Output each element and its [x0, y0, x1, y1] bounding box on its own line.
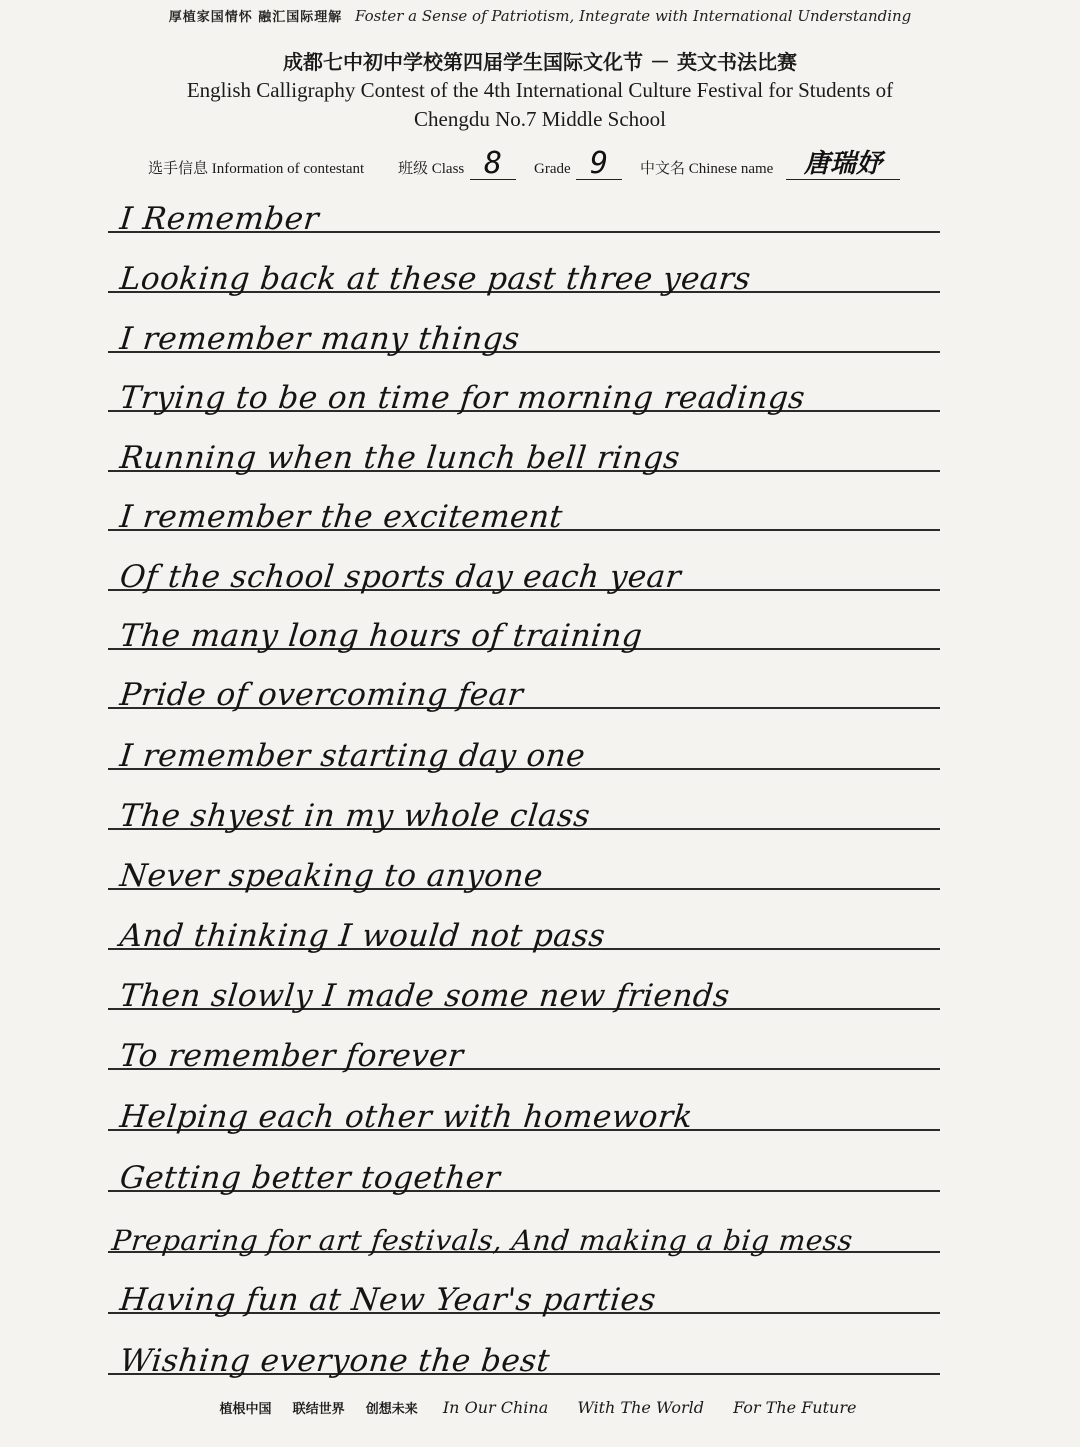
poem-line [108, 1008, 940, 1074]
poem-line [108, 410, 940, 476]
poem-line [108, 828, 940, 894]
poem-line-text: I remember the excitement [118, 499, 565, 535]
poem-line-text: And thinking I would not pass [118, 918, 608, 954]
grade-label: Grade [534, 161, 571, 177]
poem-line-text: Preparing for art festivals, And making a big mess [110, 1224, 855, 1257]
chinese-name-label: 中文名 Chinese name [640, 161, 774, 177]
poem-line-text: Pride of overcoming fear [118, 677, 525, 713]
poem-line [108, 1191, 940, 1257]
poem-line [108, 708, 940, 774]
title-english-line2: Chengdu No.7 Middle School [414, 107, 666, 131]
footer-en-2: With The World [577, 1398, 704, 1417]
poem-line [108, 888, 940, 954]
title-english-line1: English Calligraphy Contest of the 4th International Culture Festival for Students of [186, 78, 894, 102]
poem-line-text: I remember many things [118, 321, 522, 357]
poem-line [108, 1252, 940, 1318]
poem-line-text: Never speaking to anyone [118, 858, 545, 894]
poem-line-text: Trying to be on time for morning readings [118, 380, 807, 416]
poem-line-text: To remember forever [118, 1038, 466, 1074]
poem-line [108, 588, 940, 654]
footer-cn-2: 联结世界 [292, 1402, 345, 1417]
poem-line-text: Helping each other with homework [118, 1099, 695, 1135]
footer-en-1: In Our China [442, 1398, 549, 1417]
poem-line [108, 647, 940, 713]
header-motto [0, 6, 1080, 25]
poem-line [108, 171, 940, 237]
poem-line [108, 1130, 940, 1196]
poem-line-text: Looking back at these past three years [118, 261, 753, 297]
poem-line [108, 1313, 940, 1379]
grade-value: 9 [576, 149, 622, 180]
poem-line-text: The shyest in my whole class [118, 798, 593, 834]
title-english [110, 76, 970, 134]
footer-cn-1: 植根中国 [219, 1402, 272, 1417]
poem-line-text: Then slowly I made some new friends [118, 978, 732, 1014]
title-chinese: 成都七中初中学校第四届学生国际文化节 － 英文书法比赛 [283, 50, 797, 74]
poem-line [108, 350, 940, 416]
motto-cn: 厚植家国情怀 融汇国际理解 [168, 10, 343, 25]
poem-line-text: Running when the lunch bell rings [118, 440, 682, 476]
footer-cn-3: 创想未来 [365, 1402, 418, 1417]
poem-line [108, 469, 940, 535]
poem-line-text: Having fun at New Year's parties [118, 1282, 658, 1318]
motto-en: Foster a Sense of Patriotism, Integrate with International Understanding [355, 7, 912, 25]
poem-line [108, 948, 940, 1014]
poem-line [108, 529, 940, 595]
poem-line [108, 231, 940, 297]
poem-line-text: Wishing everyone the best [118, 1343, 552, 1379]
poem-line [108, 1069, 940, 1135]
contestant-info-label: 选手信息 Information of contestant [148, 161, 365, 177]
poem-line [108, 291, 940, 357]
footer-en-3: For The Future [733, 1398, 857, 1417]
chinese-name-value: 唐瑞妤 [786, 149, 900, 180]
footer-slogan [0, 1398, 1080, 1417]
poem-line [108, 768, 940, 834]
poem-title: I Remember [118, 201, 321, 237]
poem-line-text: Of the school sports day each year [118, 559, 683, 595]
poem-line-text: Getting better together [118, 1160, 503, 1196]
class-value: 8 [470, 149, 516, 180]
class-label: 班级 Class [398, 161, 465, 177]
poem-line-text: I remember starting day one [118, 738, 588, 774]
poem-line-text: The many long hours of training [118, 618, 645, 654]
